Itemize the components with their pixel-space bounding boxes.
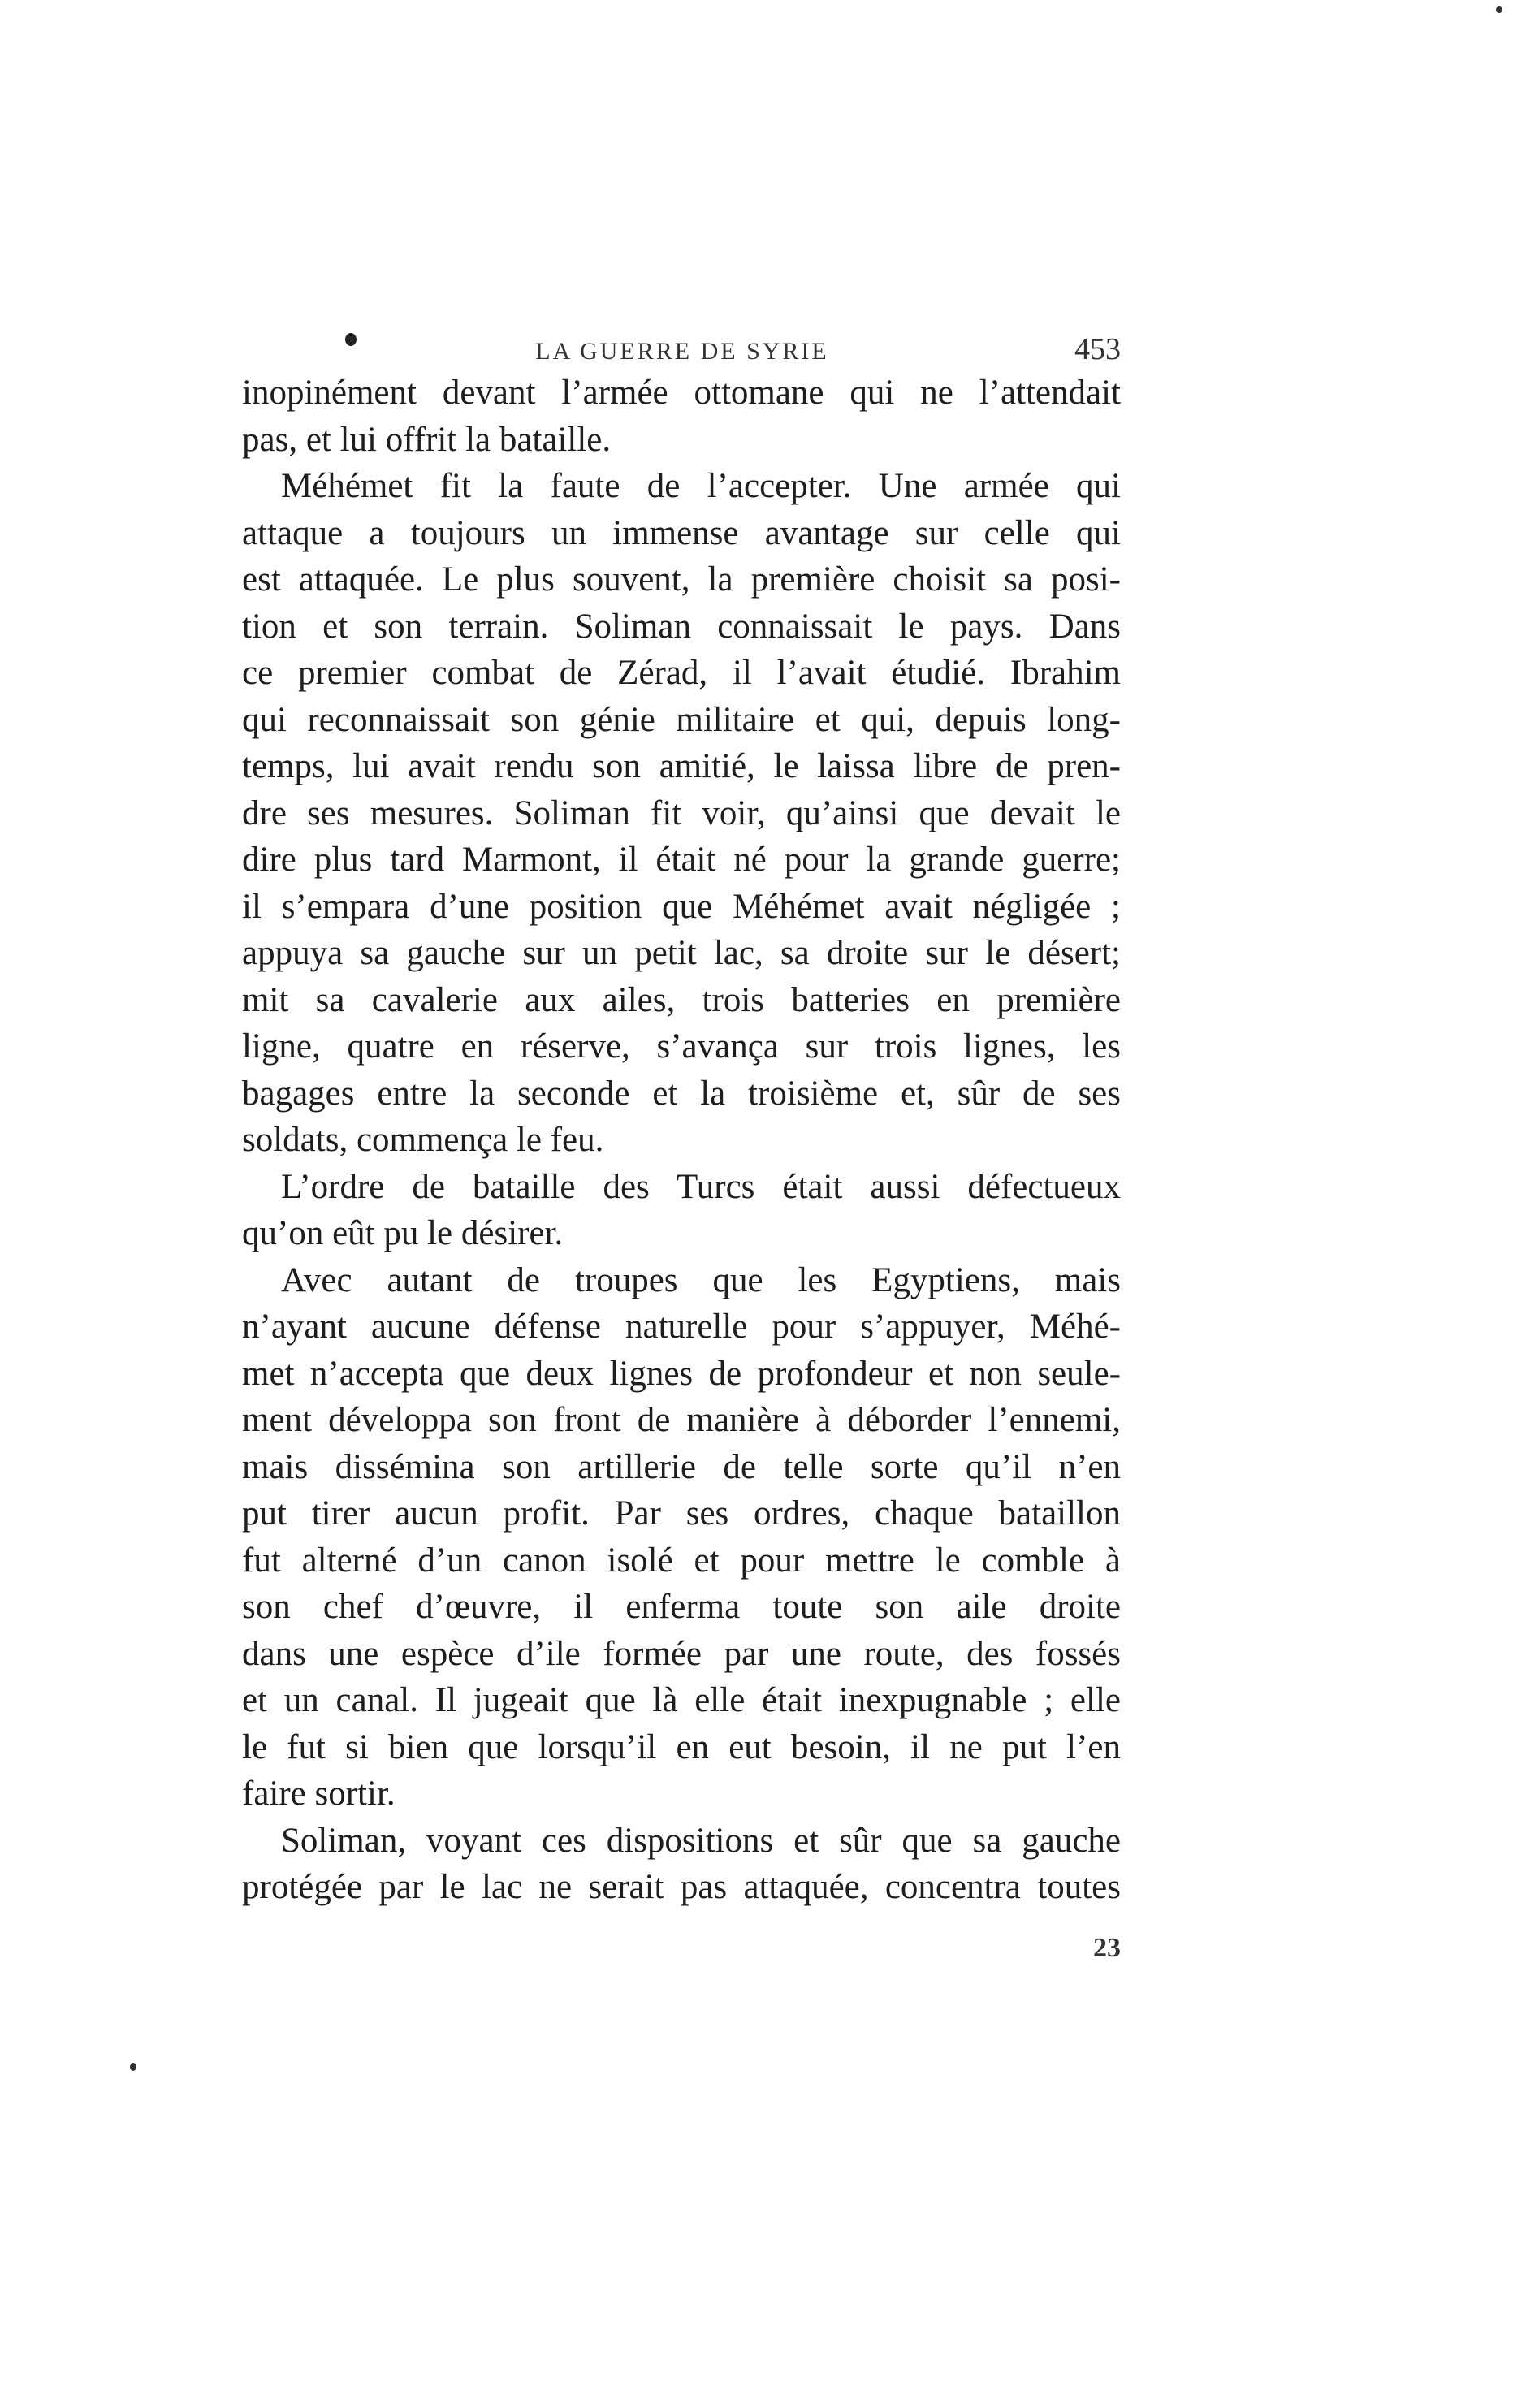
text-line: protégée par le lac ne serait pas attaquée, concentra toutes <box>242 1868 1121 1906</box>
ink-speck <box>130 2063 136 2071</box>
text-line: mit sa cavalerie aux ailes, trois batteries en première <box>242 980 1121 1019</box>
text-line: ce premier combat de Zérad, il l’avait étudié. Ibrahim <box>242 654 1121 692</box>
text-line: dre ses mesures. Soliman fit voir, qu’ainsi que devait le <box>242 793 1121 832</box>
text-line: attaque a toujours un immense avantage sur celle qui <box>242 513 1121 552</box>
text-line: met n’accepta que deux lignes de profondeur et non seule- <box>242 1354 1121 1393</box>
text-line: son chef d’œuvre, il enferma toute son aile droite <box>242 1588 1121 1626</box>
text-line: ligne, quatre en réserve, s’avança sur trois lignes, les <box>242 1027 1121 1066</box>
running-title: LA GUERRE DE SYRIE <box>535 338 829 365</box>
text-line: Soliman, voyant ces dispositions et sûr que sa gauche <box>281 1821 1121 1860</box>
text-line: pas, et lui offrit la bataille. <box>242 420 612 459</box>
text-line: temps, lui avait rendu son amitié, le laissa libre de pren- <box>242 747 1121 785</box>
text-line: fut alterné d’un canon isolé et pour mettre le comble à <box>242 1541 1121 1580</box>
signature-mark: 23 <box>1093 1933 1121 1963</box>
ink-speck <box>1496 6 1502 13</box>
text-line: tion et son terrain. Soliman connaissait le pays. Dans <box>242 607 1121 646</box>
text-line: et un canal. Il jugeait que là elle était inexpugnable ; elle <box>242 1681 1121 1719</box>
text-line: bagages entre la seconde et la troisième et, sûr de ses <box>242 1074 1121 1113</box>
body-text <box>242 370 1121 1911</box>
text-line: soldats, commença le feu. <box>242 1121 604 1159</box>
text-line: il s’empara d’une position que Méhémet avait négligée ; <box>242 887 1121 926</box>
text-line: est attaquée. Le plus souvent, la première choisit sa posi- <box>242 560 1121 599</box>
running-header <box>244 323 1121 372</box>
text-line: L’ordre de bataille des Turcs était aussi défectueux <box>281 1167 1121 1206</box>
text-line: Avec autant de troupes que les Egyptiens, mais <box>281 1260 1121 1299</box>
text-line: Méhémet fit la faute de l’accepter. Une armée qui <box>281 467 1121 505</box>
text-line: n’ayant aucune défense naturelle pour s’appuyer, Méhé- <box>242 1308 1121 1346</box>
text-line: inopinément devant l’armée ottomane qui ne l’attendait <box>242 374 1121 412</box>
text-line: ment développa son front de manière à déborder l’ennemi, <box>242 1401 1121 1439</box>
text-line: qu’on eût pu le désirer. <box>242 1214 564 1252</box>
text-line: faire sortir. <box>242 1775 396 1813</box>
text-line: put tirer aucun profit. Par ses ordres, chaque bataillon <box>242 1494 1121 1533</box>
text-line: appuya sa gauche sur un petit lac, sa droite sur le désert; <box>242 934 1121 972</box>
text-line: mais dissémina son artillerie de telle sorte qu’il n’en <box>242 1447 1121 1486</box>
text-line: dans une espèce d’ile formée par une route, des fossés <box>242 1634 1121 1673</box>
text-line: le fut si bien que lorsqu’il en eut besoin, il ne put l’en <box>242 1727 1121 1766</box>
text-line: dire plus tard Marmont, il était né pour la grande guerre; <box>242 841 1121 879</box>
page-number: 453 <box>1074 332 1121 366</box>
text-line: qui reconnaissait son génie militaire et qui, depuis long- <box>242 700 1121 739</box>
